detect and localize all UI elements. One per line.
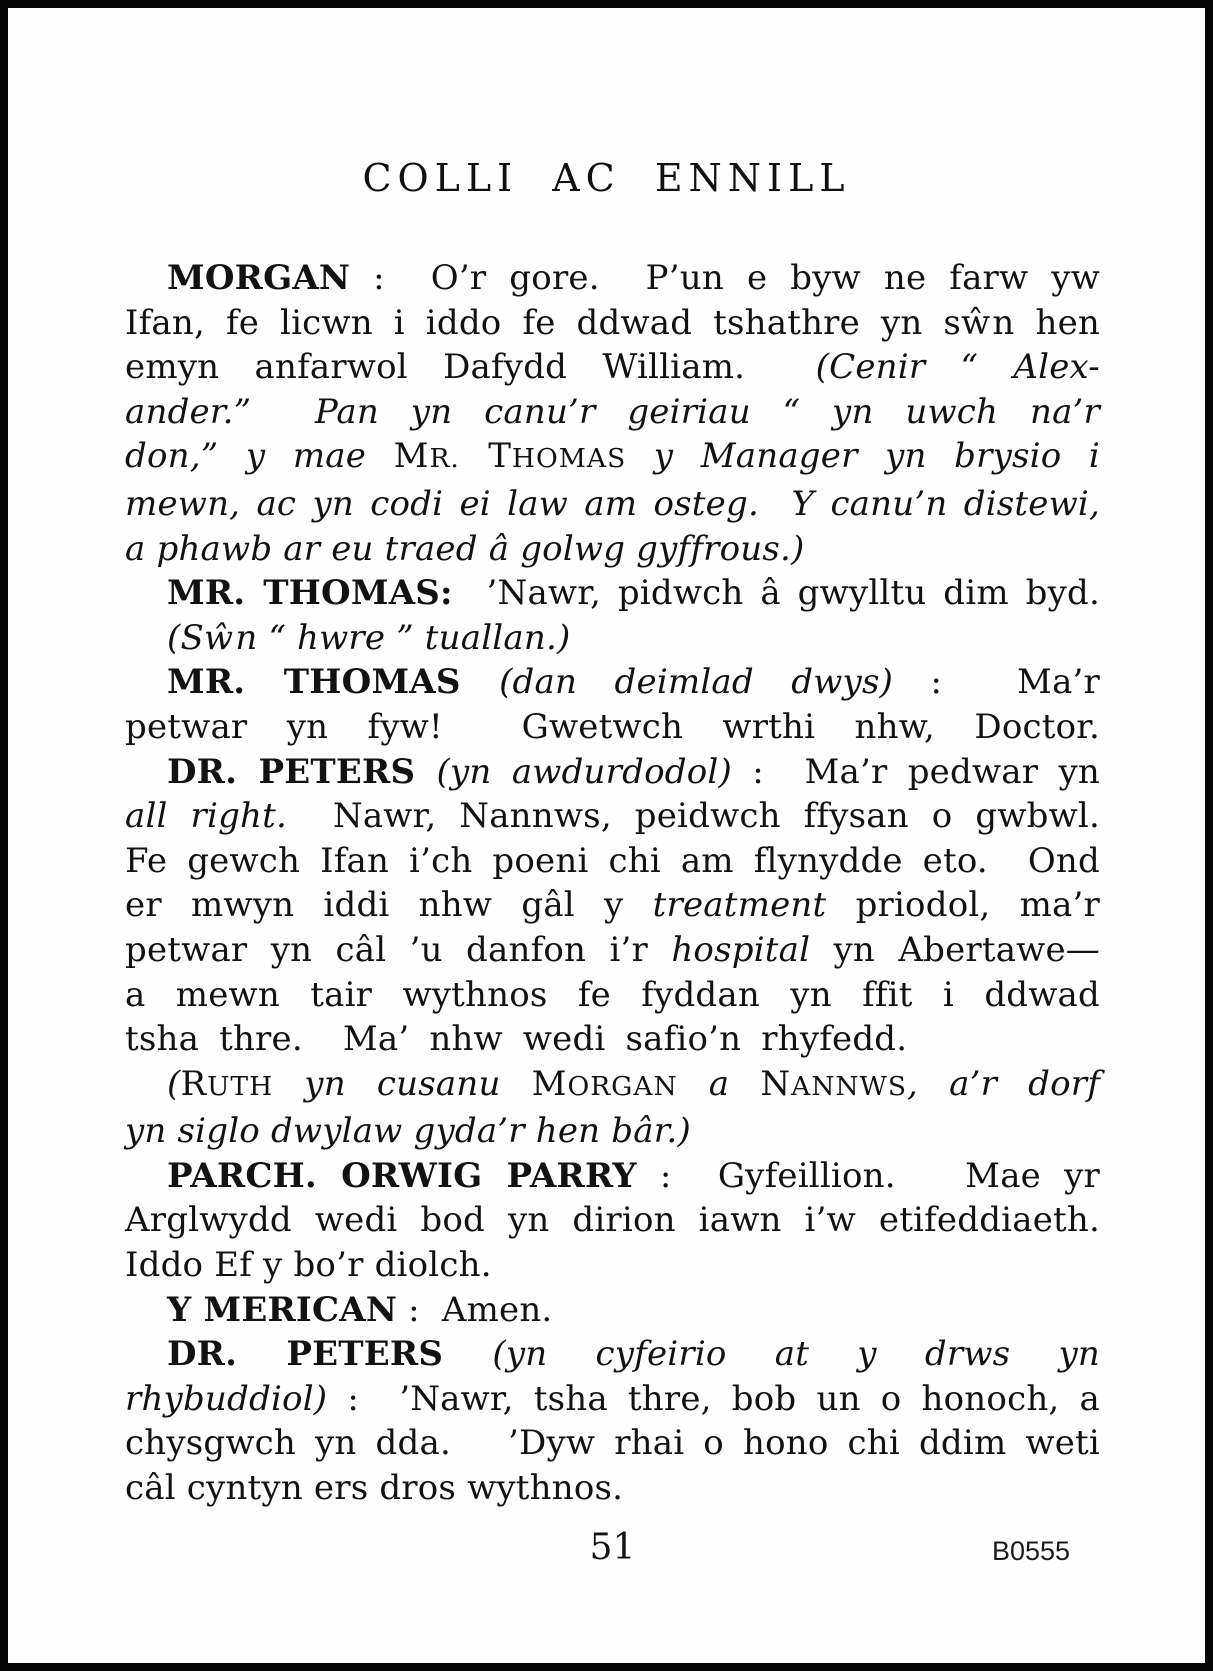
text-line	[125, 482, 1100, 527]
text-segment: er mwyn iddi nhw gâl y	[125, 885, 653, 926]
text-segment: MORGAN	[531, 1063, 678, 1104]
text-line	[125, 1109, 1100, 1154]
text-segment: MORGAN	[167, 258, 351, 298]
text-line	[125, 839, 1100, 884]
text-line	[125, 750, 1100, 795]
text-line	[125, 527, 1100, 572]
text-segment: (yn cyfeirio at y drws yn	[492, 1334, 1100, 1375]
text-line	[125, 1466, 1100, 1511]
text-segment: a mewn tair wythnos fe fyddan yn ffit i ddwad	[125, 974, 1100, 1015]
text-line	[125, 616, 1100, 661]
text-line	[125, 705, 1100, 750]
text-segment: DR. PETERS	[167, 1334, 493, 1375]
text-line	[125, 434, 1100, 482]
text-line	[125, 301, 1100, 346]
text-line	[125, 1154, 1100, 1199]
text-line	[125, 883, 1100, 928]
text-segment: Iddo Ef y bo’r diolch.	[125, 1245, 492, 1286]
text-segment: (Sŵn “ hwre ” tuallan.)	[167, 617, 571, 658]
text-line	[125, 571, 1100, 616]
text-segment: : Ma’r	[893, 662, 1100, 703]
text-line	[125, 660, 1100, 705]
text-segment: RUTH	[180, 1063, 274, 1104]
text-segment: : Amen.	[397, 1289, 553, 1330]
text-segment: ander.” Pan yn canu’r geiriau “ yn uwch na’r	[125, 391, 1100, 432]
text-segment: all right.	[125, 796, 288, 837]
text-segment: Fe gewch Ifan i’ch poeni chi am flynydde eto. Ond	[125, 840, 1100, 881]
text-line	[125, 1198, 1100, 1243]
text-line	[125, 1421, 1100, 1466]
text-line	[125, 256, 1100, 301]
text-segment: a phawb ar eu traed â golwg gyffrous.)	[125, 528, 805, 569]
text-segment: hospital	[671, 929, 811, 970]
text-line	[125, 1377, 1100, 1422]
text-segment: : ’Nawr, tsha thre, bob un o honoch, a	[327, 1378, 1100, 1419]
text-segment: treatment	[652, 885, 827, 926]
text-line	[125, 1062, 1100, 1110]
text-line	[125, 390, 1100, 435]
text-segment: emyn anfarwol Dafydd William.	[125, 347, 816, 388]
text-segment: NANNWS	[760, 1063, 908, 1104]
text-segment: priodol, ma’r	[826, 885, 1101, 926]
text-line	[125, 345, 1100, 390]
text-segment: ’Nawr, pidwch â gwylltu dim byd.	[452, 573, 1100, 614]
text-segment: (	[167, 1063, 181, 1104]
text-segment: y Manager yn brysio i	[626, 436, 1100, 477]
text-segment: petwar yn câl ’u danfon i’r	[125, 929, 672, 970]
page-title: COLLI AC ENNILL	[362, 156, 851, 200]
text-line	[125, 973, 1100, 1018]
text-line	[125, 1332, 1100, 1377]
text-segment: DR. PETERS	[167, 751, 437, 792]
text-line	[125, 1017, 1100, 1062]
text-segment: MR. THOMAS:	[167, 573, 453, 614]
text-segment: Nawr, Nannws, peidwch ffysan o gwbwl.	[287, 796, 1100, 837]
text-segment: petwar yn fyw! Gwetwch wrthi nhw, Doctor.	[125, 706, 1100, 747]
text-segment: (yn awdurdodol)	[436, 751, 732, 792]
text-segment: don,” y mae	[125, 436, 394, 477]
text-block	[125, 256, 1100, 1511]
text-line	[125, 794, 1100, 839]
text-segment: mewn, ac yn codi ei law am osteg. Y canu’n distewi,	[125, 483, 1100, 524]
text-segment: MR. THOMAS	[393, 436, 627, 477]
text-line	[125, 1243, 1100, 1288]
text-segment: Y MERICAN	[167, 1289, 398, 1330]
text-segment: chysgwch yn dda. ’Dyw rhai o hono chi ddim weti	[125, 1423, 1100, 1464]
text-segment: câl cyntyn ers dros wythnos.	[125, 1468, 624, 1509]
page-number: 51	[589, 1526, 636, 1568]
text-segment: yn Abertawe—	[810, 929, 1101, 970]
text-segment: MR. THOMAS	[167, 662, 500, 703]
text-line	[125, 928, 1100, 973]
catalog-stamp: B0555	[992, 1536, 1071, 1566]
text-segment: a	[677, 1063, 761, 1104]
text-segment: tsha thre. Ma’ nhw wedi safio’n rhyfedd.	[125, 1019, 908, 1060]
text-segment: , a’r dorf	[907, 1063, 1101, 1104]
text-segment: (Cenir “ Alex-	[815, 347, 1100, 388]
text-segment: : O’r gore. P’un e byw ne farw yw	[350, 258, 1100, 298]
text-segment: Arglwydd wedi bod yn dirion iawn i’w etifeddiaeth.	[125, 1200, 1100, 1241]
text-segment: yn siglo dwylaw gyda’r hen bâr.)	[125, 1111, 691, 1152]
text-segment: : Gyfeillion. Mae yr	[636, 1155, 1100, 1196]
text-segment: (dan deimlad dwys)	[499, 662, 894, 703]
text-segment: PARCH. ORWIG PARRY	[167, 1155, 637, 1196]
text-segment: : Ma’r pedwar yn	[731, 751, 1100, 792]
text-segment: yn cusanu	[273, 1063, 532, 1104]
text-line	[125, 1288, 1100, 1333]
text-segment: Ifan, fe licwn i iddo fe ddwad tshathre yn sŵn hen	[125, 302, 1100, 343]
text-segment: rhybuddiol)	[125, 1378, 328, 1419]
